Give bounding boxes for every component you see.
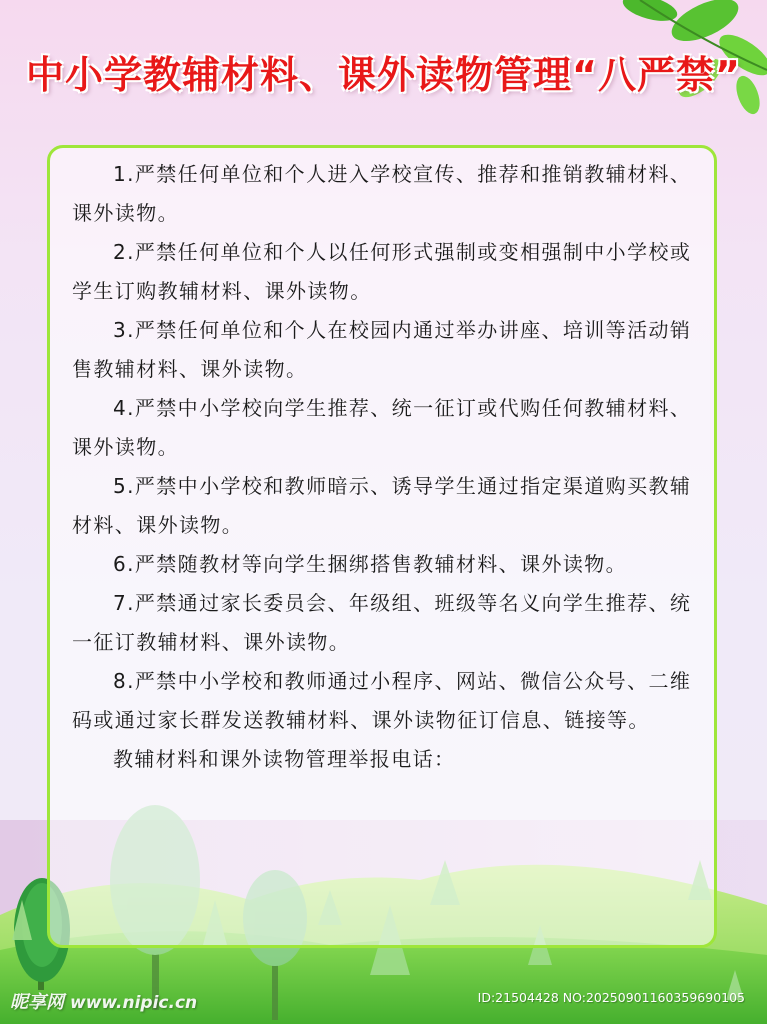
rule-item: 8.严禁中小学校和教师通过小程序、网站、微信公众号、二维码或通过家长群发送教辅材料、课外读物征订信息、链接等。 bbox=[72, 669, 692, 732]
watermark-url: www.nipic.cn bbox=[70, 993, 198, 1013]
rule-item: 2.严禁任何单位和个人以任何形式强制或变相强制中小学校或学生订购教辅材料、课外读物。 bbox=[72, 240, 692, 303]
rule-item: 1.严禁任何单位和个人进入学校宣传、推荐和推销教辅材料、课外读物。 bbox=[72, 162, 692, 225]
page-title: 中小学教辅材料、课外读物管理“八严禁” bbox=[26, 53, 741, 97]
rule-item: 6.严禁随教材等向学生捆绑搭售教辅材料、课外读物。 bbox=[113, 552, 628, 576]
report-hotline: 教辅材料和课外读物管理举报电话： bbox=[113, 747, 456, 771]
rule-item: 3.严禁任何单位和个人在校园内通过举办讲座、培训等活动销售教辅材料、课外读物。 bbox=[72, 318, 692, 381]
rule-item: 7.严禁通过家长委员会、年级组、班级等名义向学生推荐、统一征订教辅材料、课外读物。 bbox=[72, 591, 692, 654]
rule-item: 4.严禁中小学校向学生推荐、统一征订或代购任何教辅材料、课外读物。 bbox=[72, 396, 692, 459]
rule-item: 5.严禁中小学校和教师暗示、诱导学生通过指定渠道购买教辅材料、课外读物。 bbox=[72, 474, 692, 537]
rules-list bbox=[72, 155, 702, 779]
watermark-id: ID:21504428 NO:20250901160359690105 bbox=[477, 990, 745, 1005]
watermark-brand-name: 昵享网 bbox=[10, 992, 64, 1013]
watermark-brand bbox=[10, 988, 197, 1014]
